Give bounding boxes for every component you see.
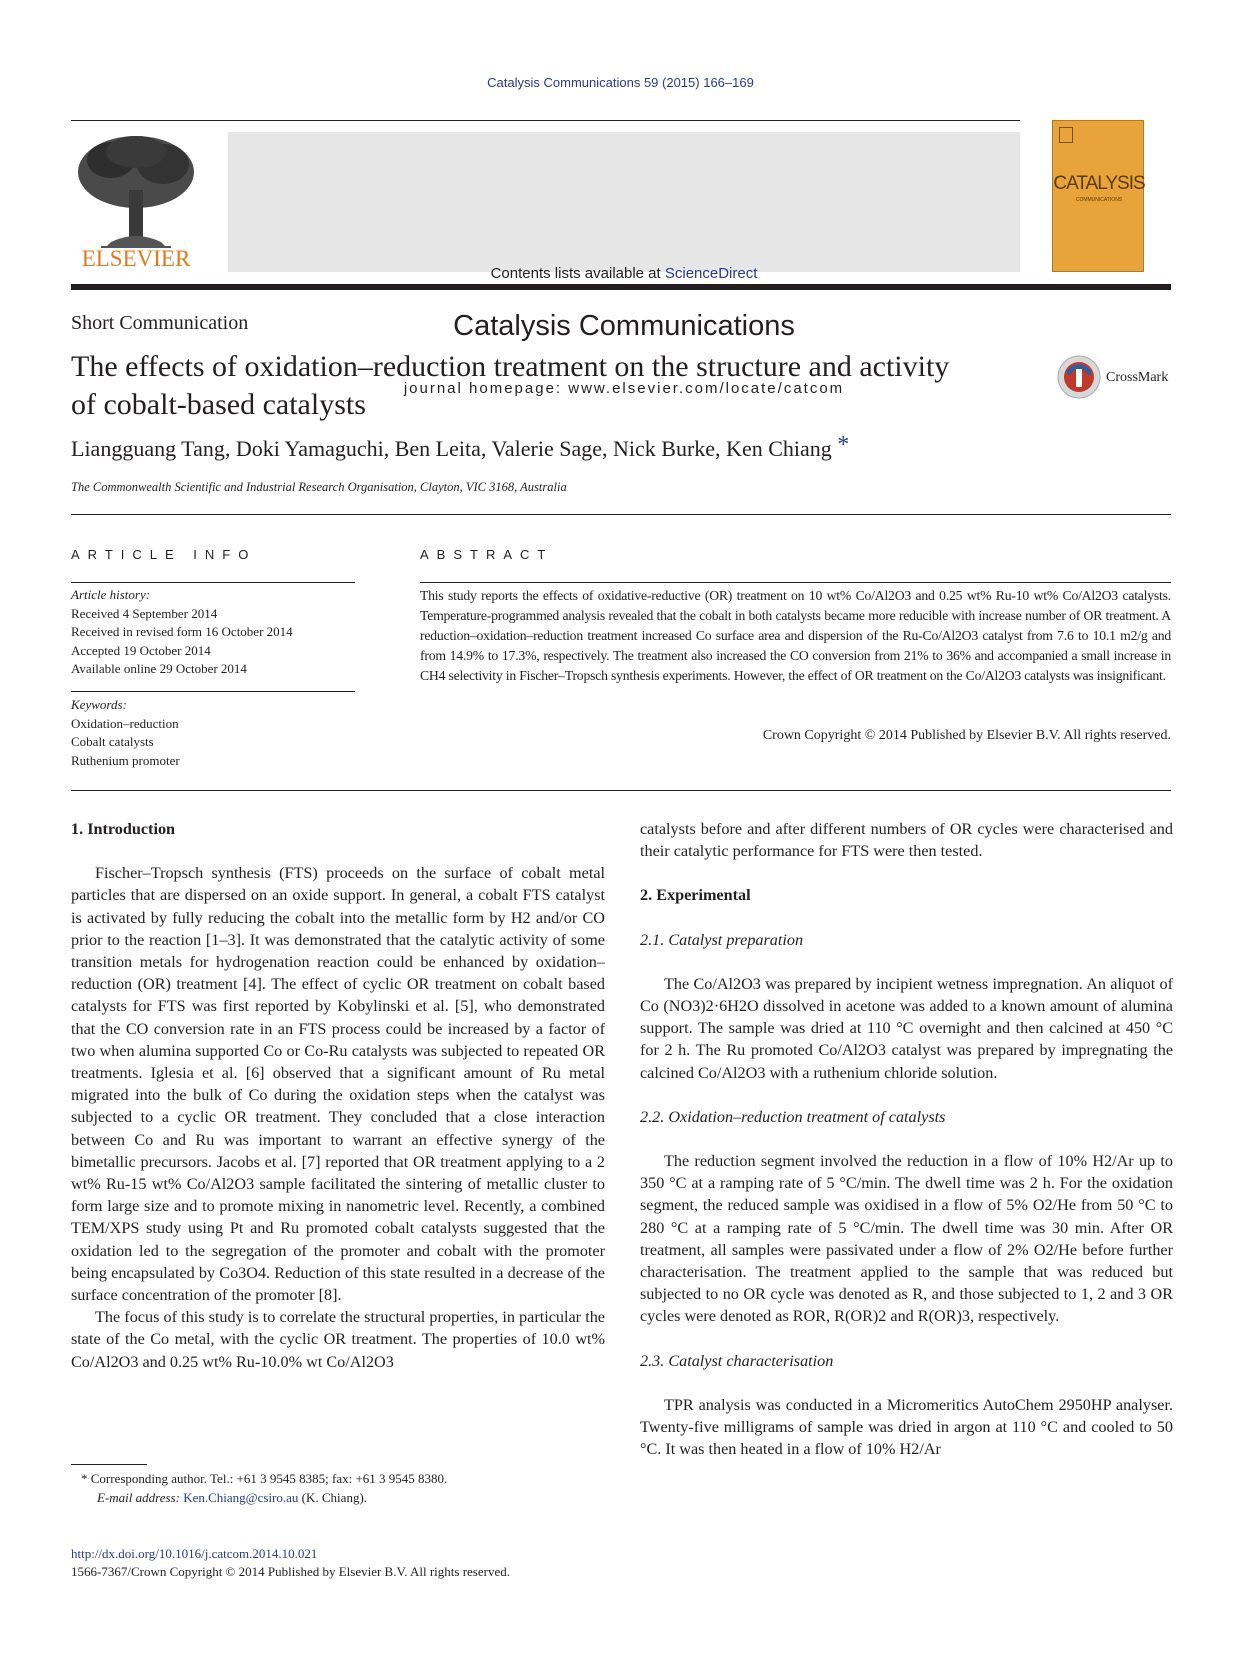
sciencedirect-link[interactable]: ScienceDirect [664, 265, 758, 282]
doi-link[interactable]: http://dx.doi.org/10.1016/j.catcom.2014.10.021 [71, 1546, 318, 1561]
paragraph: Fischer–Tropsch synthesis (FTS) proceeds on the surface of cobalt metal particles that are dispersed on an oxide support. In general, a cobalt FTS catalyst is activated by fully reducing the cobalt into the metallic form by H2 and/or CO prior to the reaction [1–3]. It was demonstrated that the catalytic activity of some transition metals for hydrogenation reaction could be enhanced by oxidation–reduction (OR) treatment [4]. The effect of cyclic OR treatment on cobalt based catalysts for FTS was first reported by Kobylinski et al. [5], who demonstrated that the CO conversion rate in an FTS process could be increased by a factor of two when alumina supported Co or Co-Ru catalysts was subjected to repeated OR treatments. Iglesia et al. [6] observed that a significant amount of Ru metal migrated into the bulk of Co during the oxidation steps when the catalyst was subjected to a cyclic OR treatment. They concluded that a close interaction between Co and Ru was important to warrant an effective synergy of the bimetallic precursors. Jacobs et al. [7] reported that OR treatment applying to a 2 wt% Ru-15 wt% Co/Al2O3 sample facilitated the sintering of metallic cluster to form large size and to promote mixing in nanometric level. Recently, a combined TEM/XPS study using Pt and Ru promoted cobalt catalysts suggested that the oxidation led to the segregation of the promoter and cobalt with the promoter being encapsulated by Co3O4. Reduction of this state resulted in a decrease of the surface concentration of the promoter [8]. [71, 864, 605, 1305]
elsevier-logo [71, 130, 201, 278]
journal-title: Catalysis Communications [453, 310, 795, 342]
footnote-rule [71, 1464, 147, 1465]
subsection-heading: 2.1. Catalyst preparation [640, 930, 804, 949]
header-rule [71, 120, 1020, 121]
accepted-date: Accepted 19 October 2014 [71, 642, 211, 658]
footnote [71, 1470, 605, 1507]
keyword-item: Oxidation–reduction [71, 715, 179, 731]
email-link[interactable]: Ken.Chiang@csiro.au [183, 1489, 299, 1505]
affiliation: The Commonwealth Scientific and Industrial Research Organisation, Clayton, VIC 3168, Australia [71, 480, 567, 494]
paragraph: The focus of this study is to correlate the structural properties, in particular the state of the Co metal, with the cyclic OR treatment. The properties of 10.0 wt% Co/Al2O3 and 0.25 wt% Ru-10.0% wt Co/Al2O3 [71, 1308, 605, 1371]
header-thick-rule [71, 284, 1171, 290]
received-date: Received 4 September 2014 [71, 605, 218, 621]
footnote-mark: * [81, 1471, 88, 1486]
abstract-copyright: Crown Copyright © 2014 Published by Elsevier B.V. All rights reserved. [762, 728, 1171, 743]
contents-prefix: Contents lists available at [490, 265, 665, 282]
keyword-item: Cobalt catalysts [71, 734, 154, 749]
paragraph: The Co/Al2O3 was prepared by incipient wetness impregnation. An aliquot of Co (NO3)2·6H2O dissolved in acetone was added to a known amount of alumina support. The sample was dried at 110 °C overnight and then calcined at 450 °C for 2 h. The Ru promoted Co/Al2O3 catalyst was prepared by impregnating the calcined Co/Al2O3 with a ruthenium chloride solution. [640, 974, 1173, 1082]
paragraph: TPR analysis was conducted in a Micromeritics AutoChem 2950HP analyser. Twenty-five milligrams of sample was dried in argon at 110 °C and cooled to 50 °C. It was then heated in a flow of 10% H2/Ar [640, 1395, 1173, 1459]
cover-title: CATALYSIS [1053, 173, 1145, 194]
keyword-item: Ruthenium promoter [71, 752, 180, 768]
section-heading: 2. Experimental [640, 886, 751, 905]
paragraph: The reduction segment involved the reduction in a flow of 10% H2/Ar up to 350 °C at a ramping rate of 5 °C/min. The dwell time was 2 h. For the oxidation segment, the reduced sample was oxidised in a flow of 5% O2/He from 50 °C to 280 °C at a ramping rate of 5 °C/min. The dwell time was 30 min. After OR treatment, all samples were passivated under a flow of 2% O2/He before further characterisation. The treatment applied to the sample that was reduced but subjected to no OR cycle was denoted as R, and those subjected to 1, 2 and 3 OR cycles were denoted as ROR, R(OR)2 and R(OR)3, respectively. [640, 1152, 1173, 1326]
journal-cover [1052, 120, 1144, 272]
body-left-column [71, 818, 605, 1373]
revised-date: Received in revised form 16 October 2014 [71, 624, 293, 639]
doi-block [71, 1545, 510, 1581]
footnote-text: Corresponding author. Tel.: +61 3 9545 8385; fax: +61 3 9545 8380. [90, 1471, 448, 1486]
email-suffix: (K. Chiang). [301, 1489, 368, 1505]
divider [71, 691, 355, 692]
divider [71, 514, 1171, 515]
article-info-heading: ARTICLE INFO [71, 547, 257, 562]
history-label: Article history: [71, 587, 151, 602]
keywords-label: Keywords: [71, 697, 127, 712]
issn-line: 1566-7367/Crown Copyright © 2014 Published by Elsevier B.V. All rights reserved. [71, 1564, 510, 1579]
online-date: Available online 29 October 2014 [71, 661, 247, 676]
elsevier-wordmark: ELSEVIER [81, 246, 191, 271]
abstract-text: This study reports the effects of oxidative-reductive (OR) treatment on 10 wt% Co/Al2O3 and 0.25 wt% Ru-10 wt% Co/Al2O3 catalysts. Temperature-programmed analysis revealed that the cobalt in both catalysts became more reducible with increase number of OR treatment. A reduction–oxidation–reduction treatment increased Co surface area and dispersion of the Ru-Co/Al2O3 catalyst from 7.6 to 10.1 m2/g and from 14.9% to 17.3%, respectively. The treatment also increased the CO conversion from 21% to 36% and accompanied a small increase in CH4 selectivity in Fischer–Tropsch synthesis experiments. However, the effect of OR treatment on the Co/Al2O3 catalysts was insignificant. [420, 588, 1171, 683]
body-right-column [640, 818, 1173, 1460]
authors-text: Liangguang Tang, Doki Yamaguchi, Ben Leita, Valerie Sage, Nick Burke, Ken Chiang [71, 436, 832, 461]
journal-reference[interactable]: Catalysis Communications 59 (2015) 166–169 [487, 75, 754, 90]
article-history [71, 586, 355, 679]
subsection-heading: 2.3. Catalyst characterisation [640, 1351, 834, 1370]
journal-homepage[interactable]: journal homepage: www.elsevier.com/locate/catcom [403, 380, 845, 397]
article-title: The effects of oxidation–reduction treatment on the structure and activity of cobalt-based catalysts [71, 350, 950, 421]
section-heading: 1. Introduction [71, 820, 176, 838]
email-label: E-mail address: [97, 1489, 180, 1505]
author-list [71, 432, 850, 462]
section-type: Short Communication [71, 312, 249, 334]
subsection-heading: 2.2. Oxidation–reduction treatment of catalysts [640, 1107, 946, 1126]
divider [71, 582, 355, 583]
crossmark-icon[interactable] [1056, 354, 1102, 400]
cover-subtitle: COMMUNICATIONS [1075, 197, 1123, 203]
paragraph: catalysts before and after different numbers of OR cycles were characterised and their catalytic performance for FTS were then tested. [640, 820, 1173, 861]
contents-line [228, 265, 1020, 282]
cover-emblem-icon [1059, 127, 1073, 143]
corresponding-author-link[interactable]: * [837, 432, 850, 458]
keywords [71, 696, 355, 770]
crossmark-label[interactable]: CrossMark [1106, 370, 1169, 385]
divider [71, 790, 1171, 791]
divider [420, 582, 1171, 583]
abstract-heading: ABSTRACT [420, 547, 554, 562]
